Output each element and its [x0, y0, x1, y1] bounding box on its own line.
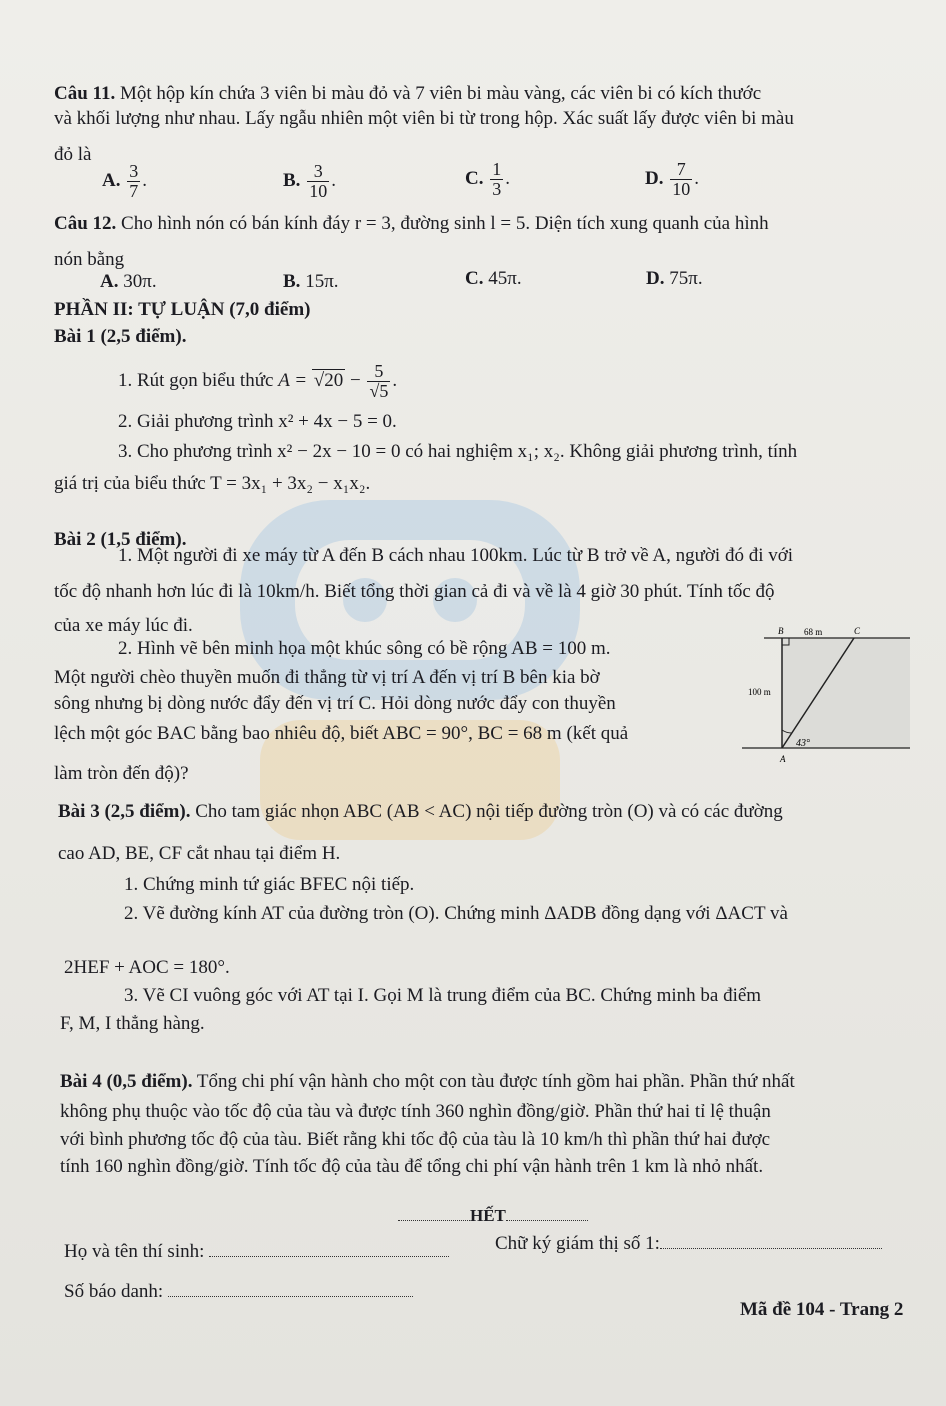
bai4-line3: với bình phương tốc độ của tàu. Biết rằng khi tốc độ của tàu là 10 km/h thì phần thứ hai được: [60, 1129, 771, 1150]
bai3-item2-line1: 2. Vẽ đường kính AT của đường tròn (O). Chứng minh ΔADB đồng dạng với ΔACT và: [124, 903, 788, 924]
q11-option-b: B. $\frac{3}{10}$ .: [283, 161, 336, 201]
sbd-field: [168, 1282, 413, 1297]
fraction-den: 7: [129, 181, 139, 201]
part2-heading: PHẦN II: TỰ LUẬN (7,0 điểm): [54, 299, 311, 320]
bai1-item1: 1. Rút gọn biểu thức A = √20 − $\frac{5}{√5}$ .: [118, 361, 398, 401]
sbd-label: Số báo danh:: [64, 1281, 164, 1302]
signature-field: [660, 1234, 882, 1249]
bai3-item1: 1. Chứng minh tứ giác BFEC nội tiếp.: [124, 874, 415, 895]
fraction-den: 3: [492, 179, 502, 199]
fraction-num: 7: [670, 160, 692, 180]
bai3-line2: cao AD, BE, CF cắt nhau tại điểm H.: [58, 843, 341, 864]
fraction: [307, 162, 329, 201]
q11-line2: và khối lượng như nhau. Lấy ngẫu nhiên một viên bi từ trong hộp. Xác suất lấy được viên bi màu: [54, 108, 794, 129]
bai3-item2-line2: 2HEF + AOC = 180°.: [64, 957, 230, 978]
minus-sign: −: [345, 369, 366, 391]
option-label: C.: [465, 167, 484, 189]
q12-option-b: [283, 270, 339, 294]
bai3-item3-line1: 3. Vẽ CI vuông góc với AT tại I. Gọi M là trung điểm của BC. Chứng minh ba điểm: [124, 985, 762, 1006]
fraction: [490, 160, 503, 199]
dots: [398, 1206, 470, 1221]
label-100m: 100 m: [748, 687, 771, 697]
fraction: [127, 162, 140, 201]
label-b: B: [778, 626, 784, 636]
bai1-item1-text: 1. Rút gọn biểu thức: [118, 369, 274, 391]
fraction: [367, 362, 390, 401]
option-label: B.: [283, 271, 301, 292]
bai1-item3-line1: 3. Cho phương trình x² − 2x − 10 = 0 có hai nghiệm x₁; x₂. Không giải phương trình, tính: [118, 441, 798, 462]
sqrt-term: √20: [313, 369, 344, 391]
q11-option-d: D. $\frac{7}{10}$ .: [645, 159, 699, 199]
candidate-name-line: [64, 1240, 449, 1264]
option-text: 45π.: [488, 268, 522, 289]
q12-option-a: [100, 270, 157, 294]
option-label: A.: [100, 271, 119, 292]
q11-text: Một hộp kín chứa 3 viên bi màu đỏ và 7 viên bi màu vàng, các viên bi có kích thước: [115, 83, 762, 104]
bai2-title: Bài 2 (1,5 điểm).: [54, 529, 187, 550]
river-figure: [742, 622, 912, 767]
signature-label: Chữ ký giám thị số 1:: [495, 1233, 660, 1254]
bai1-title: Bài 1 (2,5 điểm).: [54, 326, 187, 347]
bai2-item1-line3: của xe máy lúc đi.: [54, 615, 193, 636]
q12-line2: nón bằng: [54, 249, 125, 270]
q11-line3: đỏ là: [54, 144, 92, 165]
fraction-num: 3: [129, 161, 139, 181]
bai1-item2: 2. Giải phương trình x² + 4x − 5 = 0.: [118, 411, 397, 432]
bai2-item2-line4: lệch một góc BAC bằng bao nhiêu độ, biết ABC = 90°, BC = 68 m (kết quả: [54, 723, 629, 744]
bai4-line1: [60, 1070, 795, 1094]
exam-code: Mã đề 104 - Trang 2: [740, 1299, 904, 1320]
bai4-line4: tính 160 nghìn đồng/giờ. Tính tốc độ của tàu để tổng chi phí vận hành trên 1 km là nhỏ nhất.: [60, 1156, 764, 1177]
fraction-num: 1: [492, 159, 502, 179]
q11-line1: [54, 82, 761, 106]
q12-option-d: [646, 267, 703, 291]
q12-title: Câu 12.: [54, 213, 117, 234]
option-label: C.: [465, 268, 484, 289]
bai2-item2-line1: 2. Hình vẽ bên minh họa một khúc sông có bề rộng AB = 100 m.: [118, 638, 611, 659]
fraction-num: 5: [367, 362, 390, 382]
candidate-name-label: Họ và tên thí sinh:: [64, 1241, 205, 1262]
q12-option-c: [465, 267, 522, 291]
q11-option-c: C. $\frac{1}{3}$ .: [465, 159, 510, 199]
label-angle: 43°: [796, 738, 810, 749]
fraction-den: √5: [369, 381, 389, 401]
q12-line1: [54, 212, 769, 236]
option-label: B.: [283, 169, 301, 191]
bai4-title: Bài 4 (0,5 điểm).: [60, 1071, 193, 1092]
bai1-item3-line2: giá trị của biểu thức T = 3x₁ + 3x₂ − x₁x₂.: [54, 473, 371, 494]
bai3-title: Bài 3 (2,5 điểm).: [58, 801, 191, 822]
bai4-text: Tổng chi phí vận hành cho một con tàu được tính gồm hai phần. Phần thứ nhất: [192, 1071, 795, 1092]
option-label: A.: [102, 169, 121, 191]
fraction: [670, 160, 692, 199]
label-c: C: [854, 626, 861, 636]
expr-lhs: A =: [278, 369, 312, 391]
q12-text: Cho hình nón có bán kính đáy r = 3, đường sinh l = 5. Diện tích xung quanh của hình: [116, 213, 769, 234]
fraction-den: 10: [672, 179, 691, 199]
bai2-item1-line1: 1. Một người đi xe máy từ A đến B cách nhau 100km. Lúc từ B trở về A, người đó đi với: [118, 545, 794, 566]
bai2-item1-line2: tốc độ nhanh hơn lúc đi là 10km/h. Biết tổng thời gian cả đi và về là 4 giờ 30 phút. Tính tốc độ: [54, 581, 775, 602]
dots: [506, 1206, 588, 1221]
bai2-item2-line5: làm tròn đến độ)?: [54, 763, 189, 784]
option-text: 15π.: [305, 271, 339, 292]
label-a: A: [780, 754, 786, 764]
bai4-line2: không phụ thuộc vào tốc độ của tàu và được tính 360 nghìn đồng/giờ. Phần thứ hai tỉ lệ thuận: [60, 1101, 771, 1122]
option-text: 30π.: [123, 271, 157, 292]
bai3-item3-line2: F, M, I thẳng hàng.: [60, 1013, 205, 1034]
option-label: D.: [646, 268, 665, 289]
bai2-item2-line3: sông nhưng bị dòng nước đẩy đến vị trí C. Hỏi dòng nước đẩy con thuyền: [54, 693, 616, 714]
option-text: 75π.: [669, 268, 703, 289]
het-line: [398, 1204, 588, 1228]
q11-option-a: A. $\frac{3}{7}$ .: [102, 161, 147, 201]
candidate-name-field: [209, 1242, 449, 1257]
river-area: [782, 638, 910, 748]
fraction-den: 10: [309, 181, 328, 201]
sbd-line: [64, 1280, 413, 1304]
label-68m: 68 m: [804, 627, 823, 637]
bai3-line1: [58, 800, 783, 824]
signature-line: [495, 1232, 882, 1256]
bai2-item2-line2: Một người chèo thuyền muốn đi thẳng từ vị trí A đến vị trí B bên kia bờ: [54, 667, 600, 688]
bai3-text: Cho tam giác nhọn ABC (AB < AC) nội tiếp đường tròn (O) và có các đường: [190, 801, 783, 822]
option-label: D.: [645, 167, 664, 189]
q11-title: Câu 11.: [54, 83, 116, 104]
het-text: HẾT: [470, 1206, 506, 1225]
fraction-num: 3: [307, 162, 329, 182]
